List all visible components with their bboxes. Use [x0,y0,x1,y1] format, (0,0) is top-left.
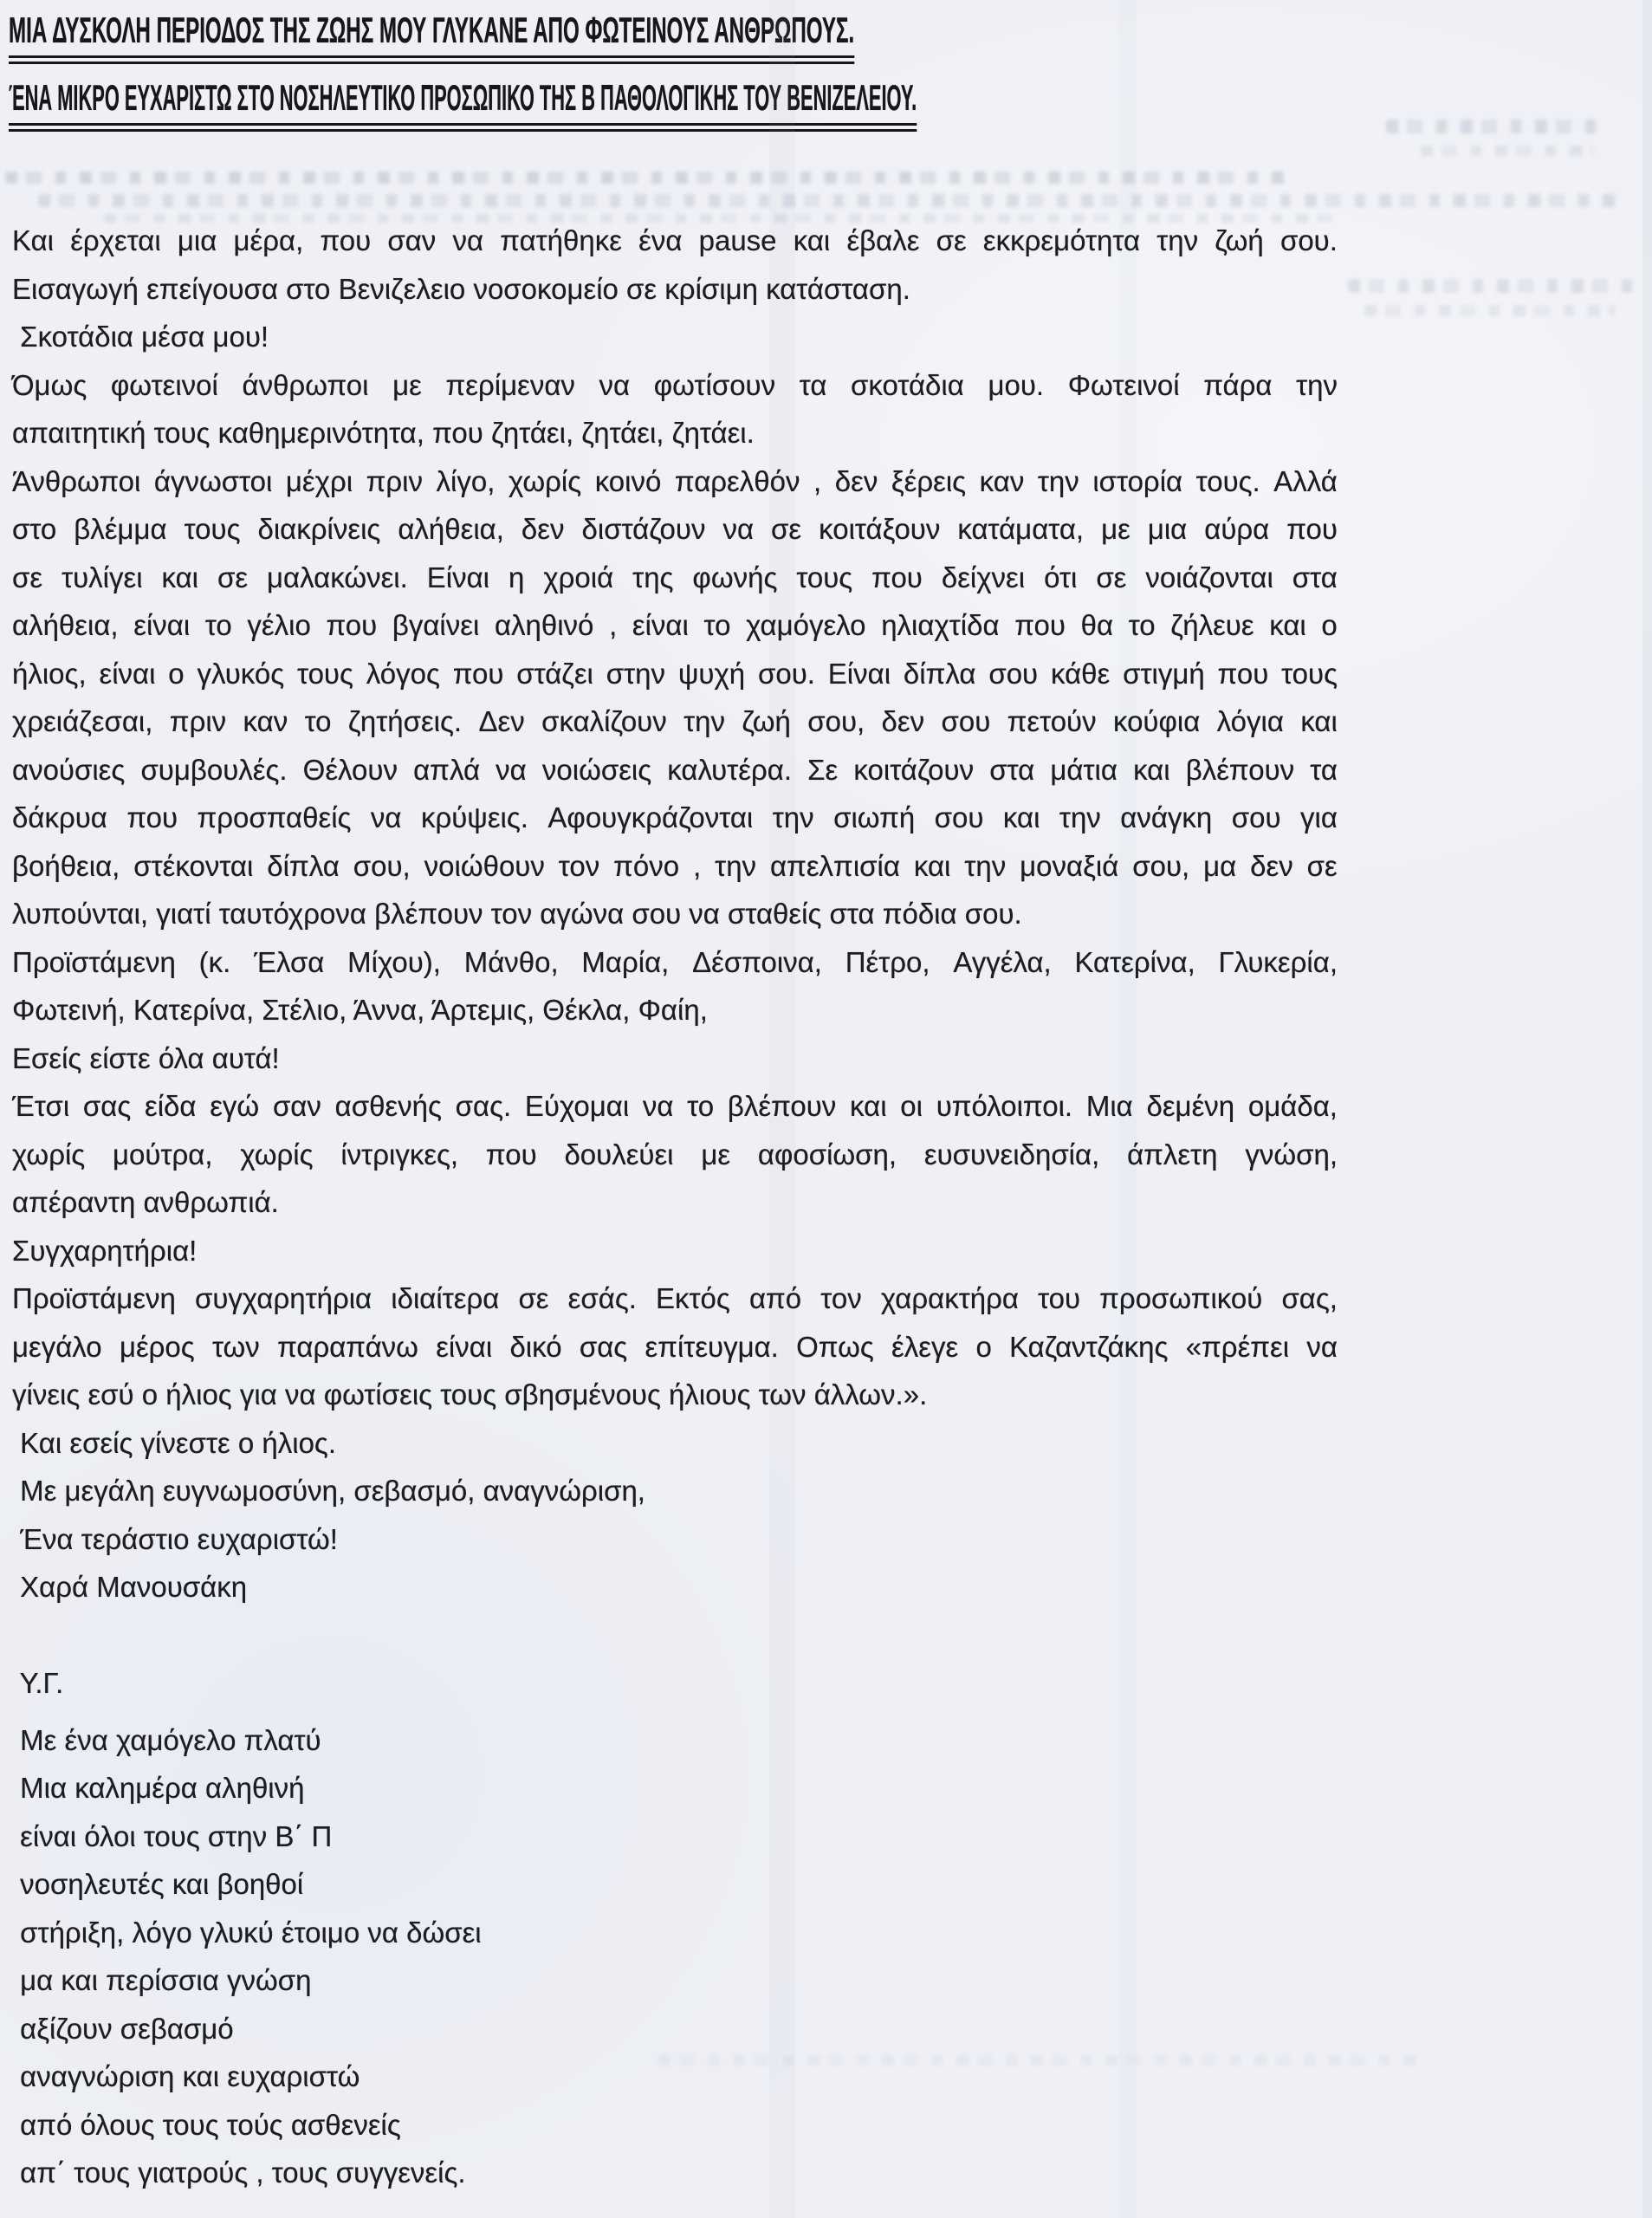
word: άνθρωποι [242,368,369,401]
word: τους [297,657,353,690]
bleedthrough-band-artifact [38,194,1622,207]
text-line [12,457,1338,506]
word: να [599,368,631,401]
word: γλυκός [197,657,285,690]
word: στιγμή [1123,657,1205,690]
word: συμβουλές. [140,753,288,786]
word: το [304,705,332,737]
word: το [703,609,731,641]
text-line [12,938,1338,987]
text-line: Συγχαρητήρια! [12,1234,198,1267]
word: εσάς. [567,1282,637,1314]
word: Και [12,224,55,256]
word: σε [771,513,802,545]
scanner-streak-artifact [1642,0,1652,2218]
word: σου [941,705,991,737]
text-line: αξίζουν σεβασμό [12,2012,234,2045]
word: δικό [509,1330,562,1363]
text-line [12,554,1338,602]
word: στα [989,753,1035,786]
word: βλέπουν [727,1090,837,1122]
word: , [813,464,822,497]
word: την [772,801,814,833]
word: αφοσίωση, [757,1138,897,1171]
word: σαν [387,224,437,256]
word: δίπλα [267,849,340,882]
word: με [1101,513,1130,545]
word: χαμόγελο [746,609,866,641]
word: που [126,801,178,833]
word: σαν [272,1090,321,1122]
word: μια [1147,513,1188,545]
word: παρελθόν [674,464,800,497]
word: έρχεται [70,224,161,256]
word: σας [82,1090,132,1122]
word: βοήθεια, [12,849,120,882]
word: σου, [1132,849,1190,882]
word: , [693,849,702,882]
text-line: μα και περίσσια γνώση [12,1964,312,1996]
word: να [370,801,402,833]
text-line: απαιτητική τους καθημερινότητα, που ζητάει, ζητάει, ζητάει. [12,417,755,449]
word: που [326,609,378,641]
word: Άνθρωποι [12,464,141,497]
word: από [748,1282,802,1314]
word: Όμως [12,368,87,401]
word: υπόλοιποι. [936,1090,1073,1122]
word: Καζαντζάκης [1009,1330,1169,1363]
word: ασθενής [334,1090,442,1122]
text-line: γίνεις εσύ ο ήλιος για να φωτίσεις τους σβησμένους ήλιους των άλλων.». [12,1378,928,1411]
word: το [1128,609,1156,641]
text-line [12,697,1338,746]
word: κρύψεις. [420,801,528,833]
word: και [161,561,199,593]
word: ζήλευε [1170,609,1254,641]
word: σου [934,801,984,833]
word: για [1300,801,1338,833]
bleedthrough-smudge-artifact [1348,279,1634,293]
text-line [12,1323,1338,1372]
word: προσωπικού [1099,1282,1263,1314]
word: Γλυκερία, [1218,945,1338,978]
word: τους [184,513,241,545]
word: στα [1292,561,1338,593]
word: σε [1306,849,1338,882]
word: αύρα [1204,513,1270,545]
word: δάκρυα [12,801,107,833]
word: (κ. [198,945,231,978]
word: Κατερίνα, [1074,945,1195,978]
word: άγνωστοι [153,464,273,497]
word: είναι [436,1330,493,1363]
text-line: από όλους τους τούς ασθενείς [12,2108,401,2141]
word: κάθε [1050,657,1111,690]
text-line [12,1131,1338,1179]
text-line [12,650,1338,698]
word: πετούν [1007,705,1097,737]
word: να [452,224,484,256]
word: λόγια [1216,705,1284,737]
word: ιδιαίτερα [391,1282,500,1314]
word: τους. [1195,464,1260,497]
word: στάζει [516,657,593,690]
word: παραπάνω [277,1330,418,1363]
word: την [1037,464,1079,497]
word: των [211,1330,260,1363]
letter-title-line-2: ΈΝΑ ΜΙΚΡΟ ΕΥΧΑΡΙΣΤΩ ΣΤΟ ΝΟΣΗΛΕΥΤΙΚΟ ΠΡΟΣΩΠΙΚΟ ΤΗΣ Β ΠΑΘΟΛΟΓΙΚΗΣ ΤΟΥ ΒΕΝΙΖΕΛΕΙΟΥ. [9,76,917,132]
word: , [609,609,618,641]
text-line [12,1612,1338,1660]
word: να [722,513,755,545]
text-line [12,842,1338,891]
word: ανάγκη [1120,801,1213,833]
word: δεν [881,705,925,737]
word: στο [12,513,57,545]
word: χρειάζεσαι, [12,705,153,737]
word: φωνής [692,561,778,593]
word: μοναξιά [1020,849,1119,882]
text-line [12,217,1338,265]
word: τυλίγει [62,561,143,593]
word: σε [12,561,43,593]
word: που [1014,609,1066,641]
word: Αλλά [1273,464,1338,497]
word: και [1269,609,1306,641]
word: να [642,1090,674,1122]
word: ίντριγκες, [340,1138,459,1171]
word: οι [900,1090,923,1122]
word: βλέμμα [74,513,167,545]
word: λόγος [366,657,440,690]
word: η [509,561,525,593]
word: Μίχου), [347,945,441,978]
text-line: νοσηλευτές και βοηθοί [12,1868,304,1900]
word: Είναι [426,561,490,593]
text-line: στήριξη, λόγο γλυκύ έτοιμο να δώσει [12,1916,482,1949]
word: καλυτέρα. [667,753,792,786]
word: Έτσι [12,1090,70,1122]
word: Σε [807,753,839,786]
word: χαρακτήρα [880,1282,1019,1314]
word: δεν [521,513,565,545]
word: δεμένη [1146,1090,1235,1122]
word: σε [1096,561,1127,593]
word: νοιάζονται [1145,561,1273,593]
word: κοιτάξουν [819,513,941,545]
word: ανούσιες [12,753,126,786]
word: το [204,609,232,641]
word: τον [558,849,600,882]
word: εγώ [210,1090,260,1122]
word: σε [518,1282,549,1314]
word: μάτια [1050,753,1118,786]
word: δουλεύει [564,1138,674,1171]
word: που [1286,513,1338,545]
word: την [683,705,725,737]
word: τους [796,561,853,593]
word: επίτευγμα. [645,1330,779,1363]
text-line: Με μεγάλη ευγνωμοσύνη, σεβασμό, αναγνώριση, [12,1475,645,1507]
word: σας [579,1330,628,1363]
word: σου. [757,657,815,690]
word: έλεγε [891,1330,959,1363]
word: στέκονται [133,849,254,882]
word: μαλακώνει. [267,561,408,593]
bleedthrough-band-artifact [5,172,1287,184]
bleedthrough-smudge-artifact [1421,146,1594,156]
word: μέρα, [233,224,304,256]
word: ήλιος, [12,657,87,690]
word: περίμεναν [445,368,575,401]
text-line: απ΄ τους γιατρούς , τους συγγενείς. [12,2156,466,2189]
text-line: Εισαγωγή επείγουσα στο Βενιζελειο νοσοκομείο σε κρίσιμη κατάσταση. [12,272,910,305]
text-line [12,1274,1338,1323]
word: και [1133,753,1170,786]
word: που [320,224,372,256]
word: σου, [353,849,411,882]
word: και [1002,801,1040,833]
text-line: Χαρά Μανουσάκη [12,1571,248,1603]
word: να [1306,1330,1338,1363]
text-line: αναγνώριση και ευχαριστώ [12,2060,360,2092]
word: τα [799,368,827,401]
word: άπλετη [1127,1138,1218,1171]
word: μέρος [119,1330,195,1363]
text-line: Σκοτάδια μέσα μου! [12,321,269,353]
word: να [496,753,527,786]
word: Μια [1085,1090,1133,1122]
text-line: απέραντη ανθρωπιά. [12,1186,279,1218]
word: που [1217,657,1269,690]
word: Αγγέλα, [953,945,1052,978]
word: Οπως [796,1330,874,1363]
word: χωρίς [508,464,582,497]
word: την [1059,801,1101,833]
text-line [12,746,1338,794]
word: εκκρεμότητα [982,224,1141,256]
word: ότι [1044,561,1078,593]
word: τους [1281,657,1338,690]
text-line: Ένα τεράστιο ευχαριστώ! [12,1522,338,1555]
word: μα [1203,849,1237,882]
word: το [687,1090,715,1122]
word: βγαίνει [392,609,480,641]
word: τον [820,1282,862,1314]
word: και [913,849,951,882]
word: «πρέπει [1185,1330,1290,1363]
word: ζητήσεις. [347,705,463,737]
text-line: Φωτεινή, Κατερίνα, Στέλιο, Άννα, Άρτεμις, Θέκλα, Φαίη, [12,994,708,1026]
word: Πέτρο, [845,945,930,978]
word: πόνο [613,849,680,882]
text-line [12,1082,1338,1131]
word: φωτεινοί [110,368,218,401]
text-line: Μια καλημέρα αληθινή [12,1772,305,1804]
word: διστάζουν [581,513,706,545]
word: ομάδα, [1247,1090,1338,1122]
word: Προϊστάμενη [12,945,176,978]
word: ζωή [742,705,791,737]
word: γνώση, [1245,1138,1338,1171]
word: Μάνθο, [463,945,559,978]
word: Δεν [478,705,525,737]
word: Έλσα [254,945,325,978]
word: Μαρία, [581,945,670,978]
word: Αφουγκράζονται [547,801,754,833]
word: ζωή [1215,224,1264,256]
word: που [452,657,504,690]
word: δεν [1250,849,1293,882]
word: pause [698,224,777,256]
word: στην [606,657,666,690]
word: είναι [133,609,191,641]
word: Εύχομαι [524,1090,630,1122]
word: ο [168,657,185,690]
text-line: είναι όλοι τους στην Β΄ Π [12,1819,333,1852]
letter-title [9,9,1480,64]
word: κατάματα, [957,513,1085,545]
text-line [12,794,1338,842]
word: που [485,1138,537,1171]
letter-title-line-1: ΜΙΑ ΔΥΣΚΟΛΗ ΠΕΡΙΟΔΟΣ ΤΗΣ ΖΩΗΣ ΜΟΥ ΓΛΥΚΑΝΕ ΑΠΟ ΦΩΤΕΙΝΟΥΣ ΑΝΘΡΩΠΟΥΣ. [9,9,854,64]
word: σε [936,224,967,256]
word: είναι [99,657,156,690]
word: δείχνει [941,561,1026,593]
word: διακρίνεις [257,513,381,545]
word: και [850,1090,887,1122]
word: Προϊστάμενη [12,1282,176,1314]
word: σου [1231,801,1281,833]
word: είναι [632,609,689,641]
word: σε [217,561,249,593]
word: πατήθηκε [500,224,622,256]
word: ηλιαχτίδα [881,609,1000,641]
word: μια [177,224,217,256]
word: ξέρεις [891,464,967,497]
word: πριν [169,705,227,737]
word: αλήθεια, [12,609,119,641]
word: που [871,561,923,593]
word: κούφια [1112,705,1201,737]
word: φωτίσουν [653,368,776,401]
word: απελπισία [770,849,900,882]
word: κοινό [594,464,662,497]
word: Φωτεινοί [1067,368,1180,401]
word: αλήθεια, [398,513,504,545]
word: μούτρα, [113,1138,213,1171]
letter-body [12,217,1338,2197]
word: χωρίς [240,1138,314,1171]
text-line: λυπούνται, γιατί ταυτόχρονα βλέπουν τον αγώνα σου να σταθείς στα πόδια σου. [12,898,1022,930]
word: καν [979,464,1025,497]
word: λίγο, [436,464,496,497]
word: προσπαθείς [197,801,352,833]
word: βλέπουν [1185,753,1295,786]
word: ένα [638,224,683,256]
word: νοιώσεις [541,753,652,786]
word: την [1296,368,1338,401]
word: σου, [807,705,865,737]
word: με [392,368,422,401]
word: δίπλα [903,657,976,690]
word: κοιτάζουν [853,753,975,786]
text-line [12,601,1338,650]
word: και [1300,705,1338,737]
word: γέλιο [247,609,311,641]
text-line: Υ.Γ. [12,1667,64,1699]
word: πάρα [1203,368,1273,401]
word: την [964,849,1007,882]
word: έβαλε [846,224,920,256]
word: πριν [366,464,423,497]
word: χροιά [543,561,614,593]
word: νοιώθουν [424,849,545,882]
word: αληθινό [494,609,594,641]
word: δεν [834,464,878,497]
bleedthrough-smudge-artifact [1386,120,1603,133]
text-line [12,361,1338,410]
word: σου [988,657,1039,690]
word: ο [975,1330,992,1363]
word: Εκτός [656,1282,730,1314]
word: σιωπή [833,801,916,833]
word: με [701,1138,731,1171]
word: σας, [1281,1282,1338,1314]
text-line: Με ένα χαμόγελο πλατύ [12,1723,321,1756]
word: και [793,224,831,256]
word: του [1038,1282,1081,1314]
word: συγχαρητήρια [195,1282,373,1314]
word: ιστορία [1092,464,1183,497]
word: σκοτάδια [851,368,964,401]
word: είδα [144,1090,197,1122]
bleedthrough-smudge-artifact [1364,305,1616,316]
word: μου. [988,368,1045,401]
word: ψυχή [677,657,746,690]
text-line: Και εσείς γίνεστε ο ήλιος. [12,1426,337,1459]
word: την [1156,224,1199,256]
word: Θέλουν [302,753,398,786]
word: ευσυνειδησία, [923,1138,1100,1171]
word: ο [1321,609,1338,641]
word: την [715,849,757,882]
text-line: Εσείς είστε όλα αυτά! [12,1041,280,1074]
word: τα [1310,753,1338,786]
word: της [632,561,674,593]
word: μεγάλο [12,1330,102,1363]
word: σας. [455,1090,512,1122]
word: απλά [413,753,481,786]
word: σκαλίζουν [541,705,667,737]
word: σου. [1279,224,1338,256]
word: θα [1080,609,1114,641]
word: χωρίς [12,1138,86,1171]
word: μέχρι [285,464,353,497]
word: Δέσποινα, [692,945,822,978]
word: Είναι [827,657,891,690]
word: καν [243,705,288,737]
text-line [12,505,1338,554]
